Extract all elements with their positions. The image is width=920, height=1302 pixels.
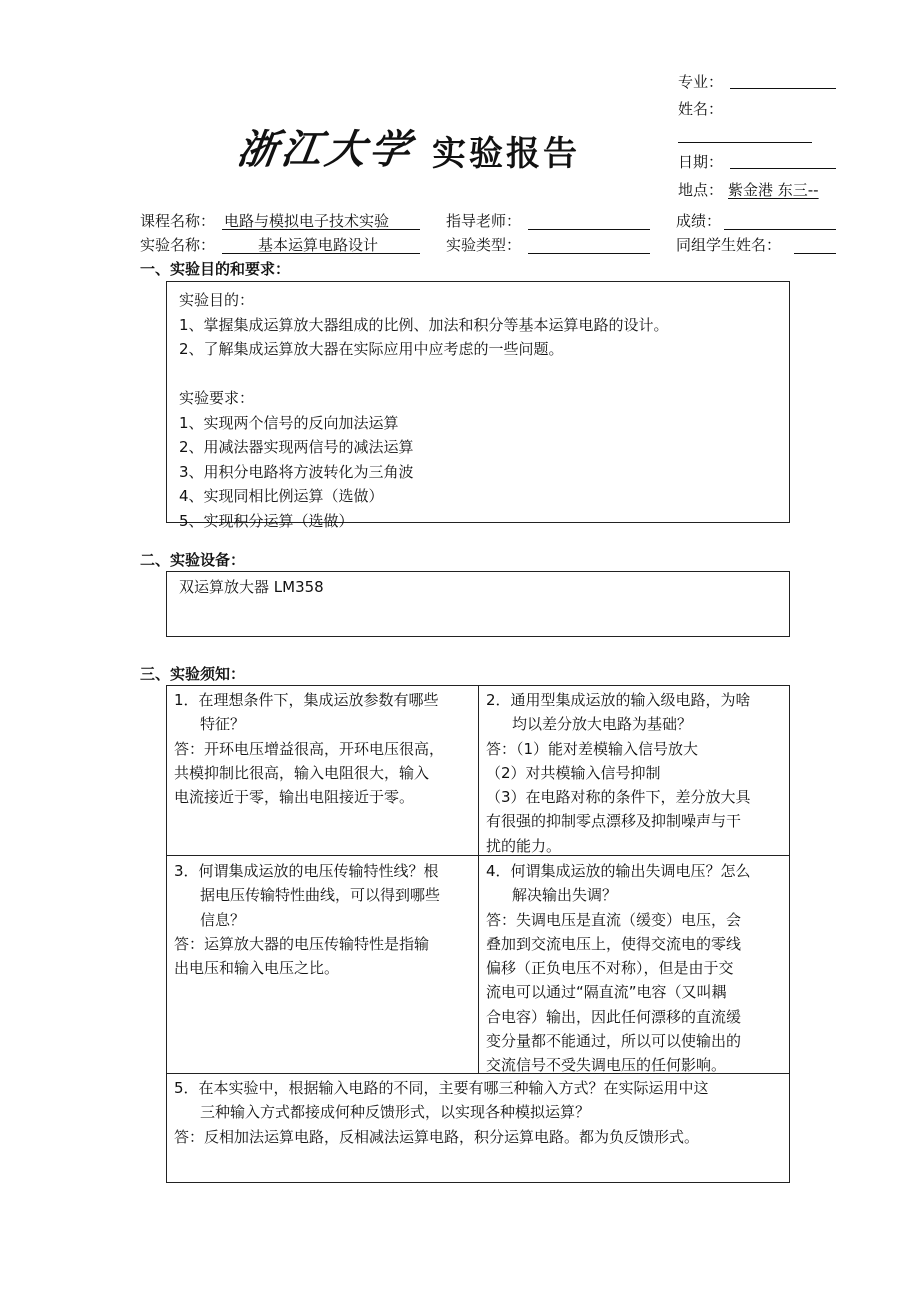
equipment-text: 双运算放大器 LM358 bbox=[179, 578, 324, 596]
teacher-field[interactable] bbox=[528, 229, 650, 230]
answer-line: 答：开环电压增益很高，开环电压很高， bbox=[174, 739, 445, 758]
answer-line: （3）在电路对称的条件下，差分放大具 bbox=[486, 788, 751, 807]
section2-heading: 二、实验设备： bbox=[140, 551, 246, 569]
answer-line: 交流信号不受失调电压的任何影响。 bbox=[486, 1056, 727, 1075]
answer-line: 变分量都不能通过，所以可以使输出的 bbox=[486, 1032, 742, 1051]
question-text: 1．在理想条件下，集成运放参数有哪些 bbox=[174, 691, 439, 709]
exp-name-value: 基本运算电路设计 bbox=[258, 236, 379, 254]
question-text: 信息？ bbox=[200, 910, 246, 929]
score-label: 成绩： bbox=[676, 212, 722, 230]
question-text: 据电压传输特性曲线，可以得到哪些 bbox=[200, 886, 441, 905]
section1-line: 1、实现两个信号的反向加法运算 bbox=[179, 413, 399, 432]
name-field[interactable] bbox=[678, 142, 812, 143]
section1-line: 实验要求： bbox=[179, 389, 255, 407]
answer-line: 答：（1）能对差模输入信号放大 bbox=[486, 739, 699, 758]
location-value: 紫金港 东三-- bbox=[728, 181, 819, 199]
name-label: 姓名： bbox=[678, 100, 724, 118]
question-text: 4．何谓集成运放的输出失调电压？怎么 bbox=[486, 862, 751, 880]
answer-line: 答：反相加法运算电路，反相减法运算电路，积分运算电路。都为负反馈形式。 bbox=[174, 1127, 700, 1146]
section1-line bbox=[179, 362, 789, 387]
university-logo: 浙江大学 bbox=[234, 126, 417, 173]
answer-line: 电流接近于零，输出电阻接近于零。 bbox=[174, 788, 415, 807]
course-value: 电路与模拟电子技术实验 bbox=[224, 212, 390, 230]
question-text: 特征？ bbox=[200, 715, 246, 734]
location-label: 地点： bbox=[678, 181, 724, 199]
question-cell-2 bbox=[478, 686, 790, 858]
major-label: 专业： bbox=[678, 73, 724, 91]
group-label: 同组学生姓名： bbox=[676, 236, 782, 254]
section1-line: 4、实现同相比例运算（选做） bbox=[179, 487, 384, 505]
section1-line: 实验目的： bbox=[179, 291, 255, 309]
question-cell-3 bbox=[166, 857, 478, 980]
section1-line: 2、了解集成运算放大器在实际应用中应考虑的一些问题。 bbox=[179, 340, 564, 358]
date-field[interactable] bbox=[730, 168, 836, 169]
exp-name-label: 实验名称： bbox=[140, 236, 216, 254]
course-underline bbox=[222, 229, 420, 230]
section1-line: 5、实现积分运算（选做） bbox=[179, 511, 354, 530]
major-field[interactable] bbox=[730, 88, 836, 89]
report-title: 实验报告 bbox=[432, 134, 580, 174]
date-label: 日期： bbox=[678, 153, 724, 171]
answer-line: 偏移（正负电压不对称），但是由于交 bbox=[486, 959, 734, 978]
teacher-label: 指导老师： bbox=[446, 212, 522, 230]
section1-line: 2、用减法器实现两信号的减法运算 bbox=[179, 438, 414, 456]
group-field[interactable] bbox=[794, 253, 836, 254]
answer-line: 答：运算放大器的电压传输特性是指输 bbox=[174, 934, 430, 953]
question-text: 均以差分放大电路为基础？ bbox=[512, 715, 693, 734]
answer-line: 扰的能力。 bbox=[486, 836, 562, 855]
question-text: 5．在本实验中，根据输入电路的不同，主要有哪三种输入方式？在实际运用中这 bbox=[174, 1079, 709, 1097]
answer-line: 共模抑制比很高，输入电阻很大，输入 bbox=[174, 763, 430, 782]
section1-box bbox=[166, 281, 790, 530]
course-label: 课程名称： bbox=[140, 212, 216, 230]
question-text: 3．何谓集成运放的电压传输特性线？根 bbox=[174, 862, 439, 880]
section1-line: 3、用积分电路将方波转化为三角波 bbox=[179, 462, 414, 481]
answer-line: 出电压和输入电压之比。 bbox=[174, 959, 340, 978]
exp-type-label: 实验类型： bbox=[446, 236, 522, 254]
answer-line: 有很强的抑制零点漂移及抑制噪声与干 bbox=[486, 812, 742, 831]
exp-name-underline bbox=[222, 253, 420, 254]
question-cell-5 bbox=[166, 1074, 790, 1149]
question-text: 解决输出失调？ bbox=[512, 886, 618, 905]
section1-line: 1、掌握集成运算放大器组成的比例、加法和积分等基本运算电路的设计。 bbox=[179, 315, 669, 334]
section3-heading: 三、实验须知： bbox=[140, 665, 246, 683]
answer-line: 叠加到交流电压上，使得交流电的零线 bbox=[486, 934, 742, 953]
question-cell-1 bbox=[166, 686, 478, 809]
question-text: 2．通用型集成运放的输入级电路，为啥 bbox=[486, 691, 751, 709]
section1-heading: 一、实验目的和要求： bbox=[140, 260, 291, 278]
answer-line: 流电可以通过“隔直流”电容（又叫耦 bbox=[486, 983, 727, 1002]
score-field[interactable] bbox=[724, 229, 836, 230]
exp-type-field[interactable] bbox=[528, 253, 650, 254]
question-cell-4 bbox=[478, 857, 790, 1078]
answer-line: （2）对共模输入信号抑制 bbox=[486, 763, 661, 782]
answer-line: 答：失调电压是直流（缓变）电压，会 bbox=[486, 910, 742, 929]
question-text: 三种输入方式都接成何种反馈形式，以实现各种模拟运算？ bbox=[200, 1103, 591, 1122]
section2-box bbox=[166, 571, 790, 637]
answer-line: 合电容）输出，因此任何漂移的直流缓 bbox=[486, 1007, 742, 1026]
